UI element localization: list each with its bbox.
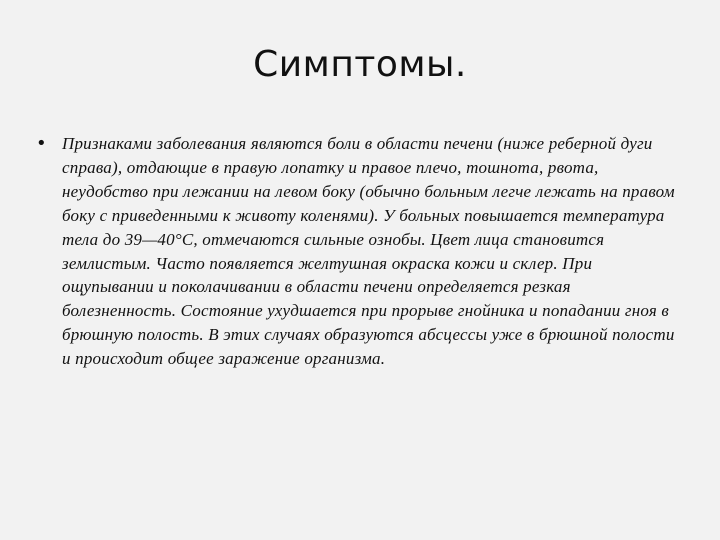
bullet-marker: • [36, 133, 47, 154]
bullet-text: Признаками заболевания являются боли в области печени (ниже реберной дуги справа), отдающие в правую лопатку и правое плечо, тошнота, рвота, неудобство при лежании на левом боку (обычно больным легче лежать на правом боку с приведенными к животу коленями). У больных повышается температура тела до 39—40°С, отмечаются сильные ознобы. Цвет лица становится землистым. Часто появляется желтушная окраска кожи и склер. При ощупывании и поколачивании в области печени определяется резкая болезненность. Состояние ухудшается при прорыве гнойника и попадании гноя в брюшную полость. В этих случаях образуются абсцессы уже в брюшной полости и происходит общее заражение организма. [62, 134, 675, 369]
bullet-item [36, 132, 676, 371]
slide-title: Симптомы. [253, 44, 467, 85]
slide-content [36, 132, 676, 371]
